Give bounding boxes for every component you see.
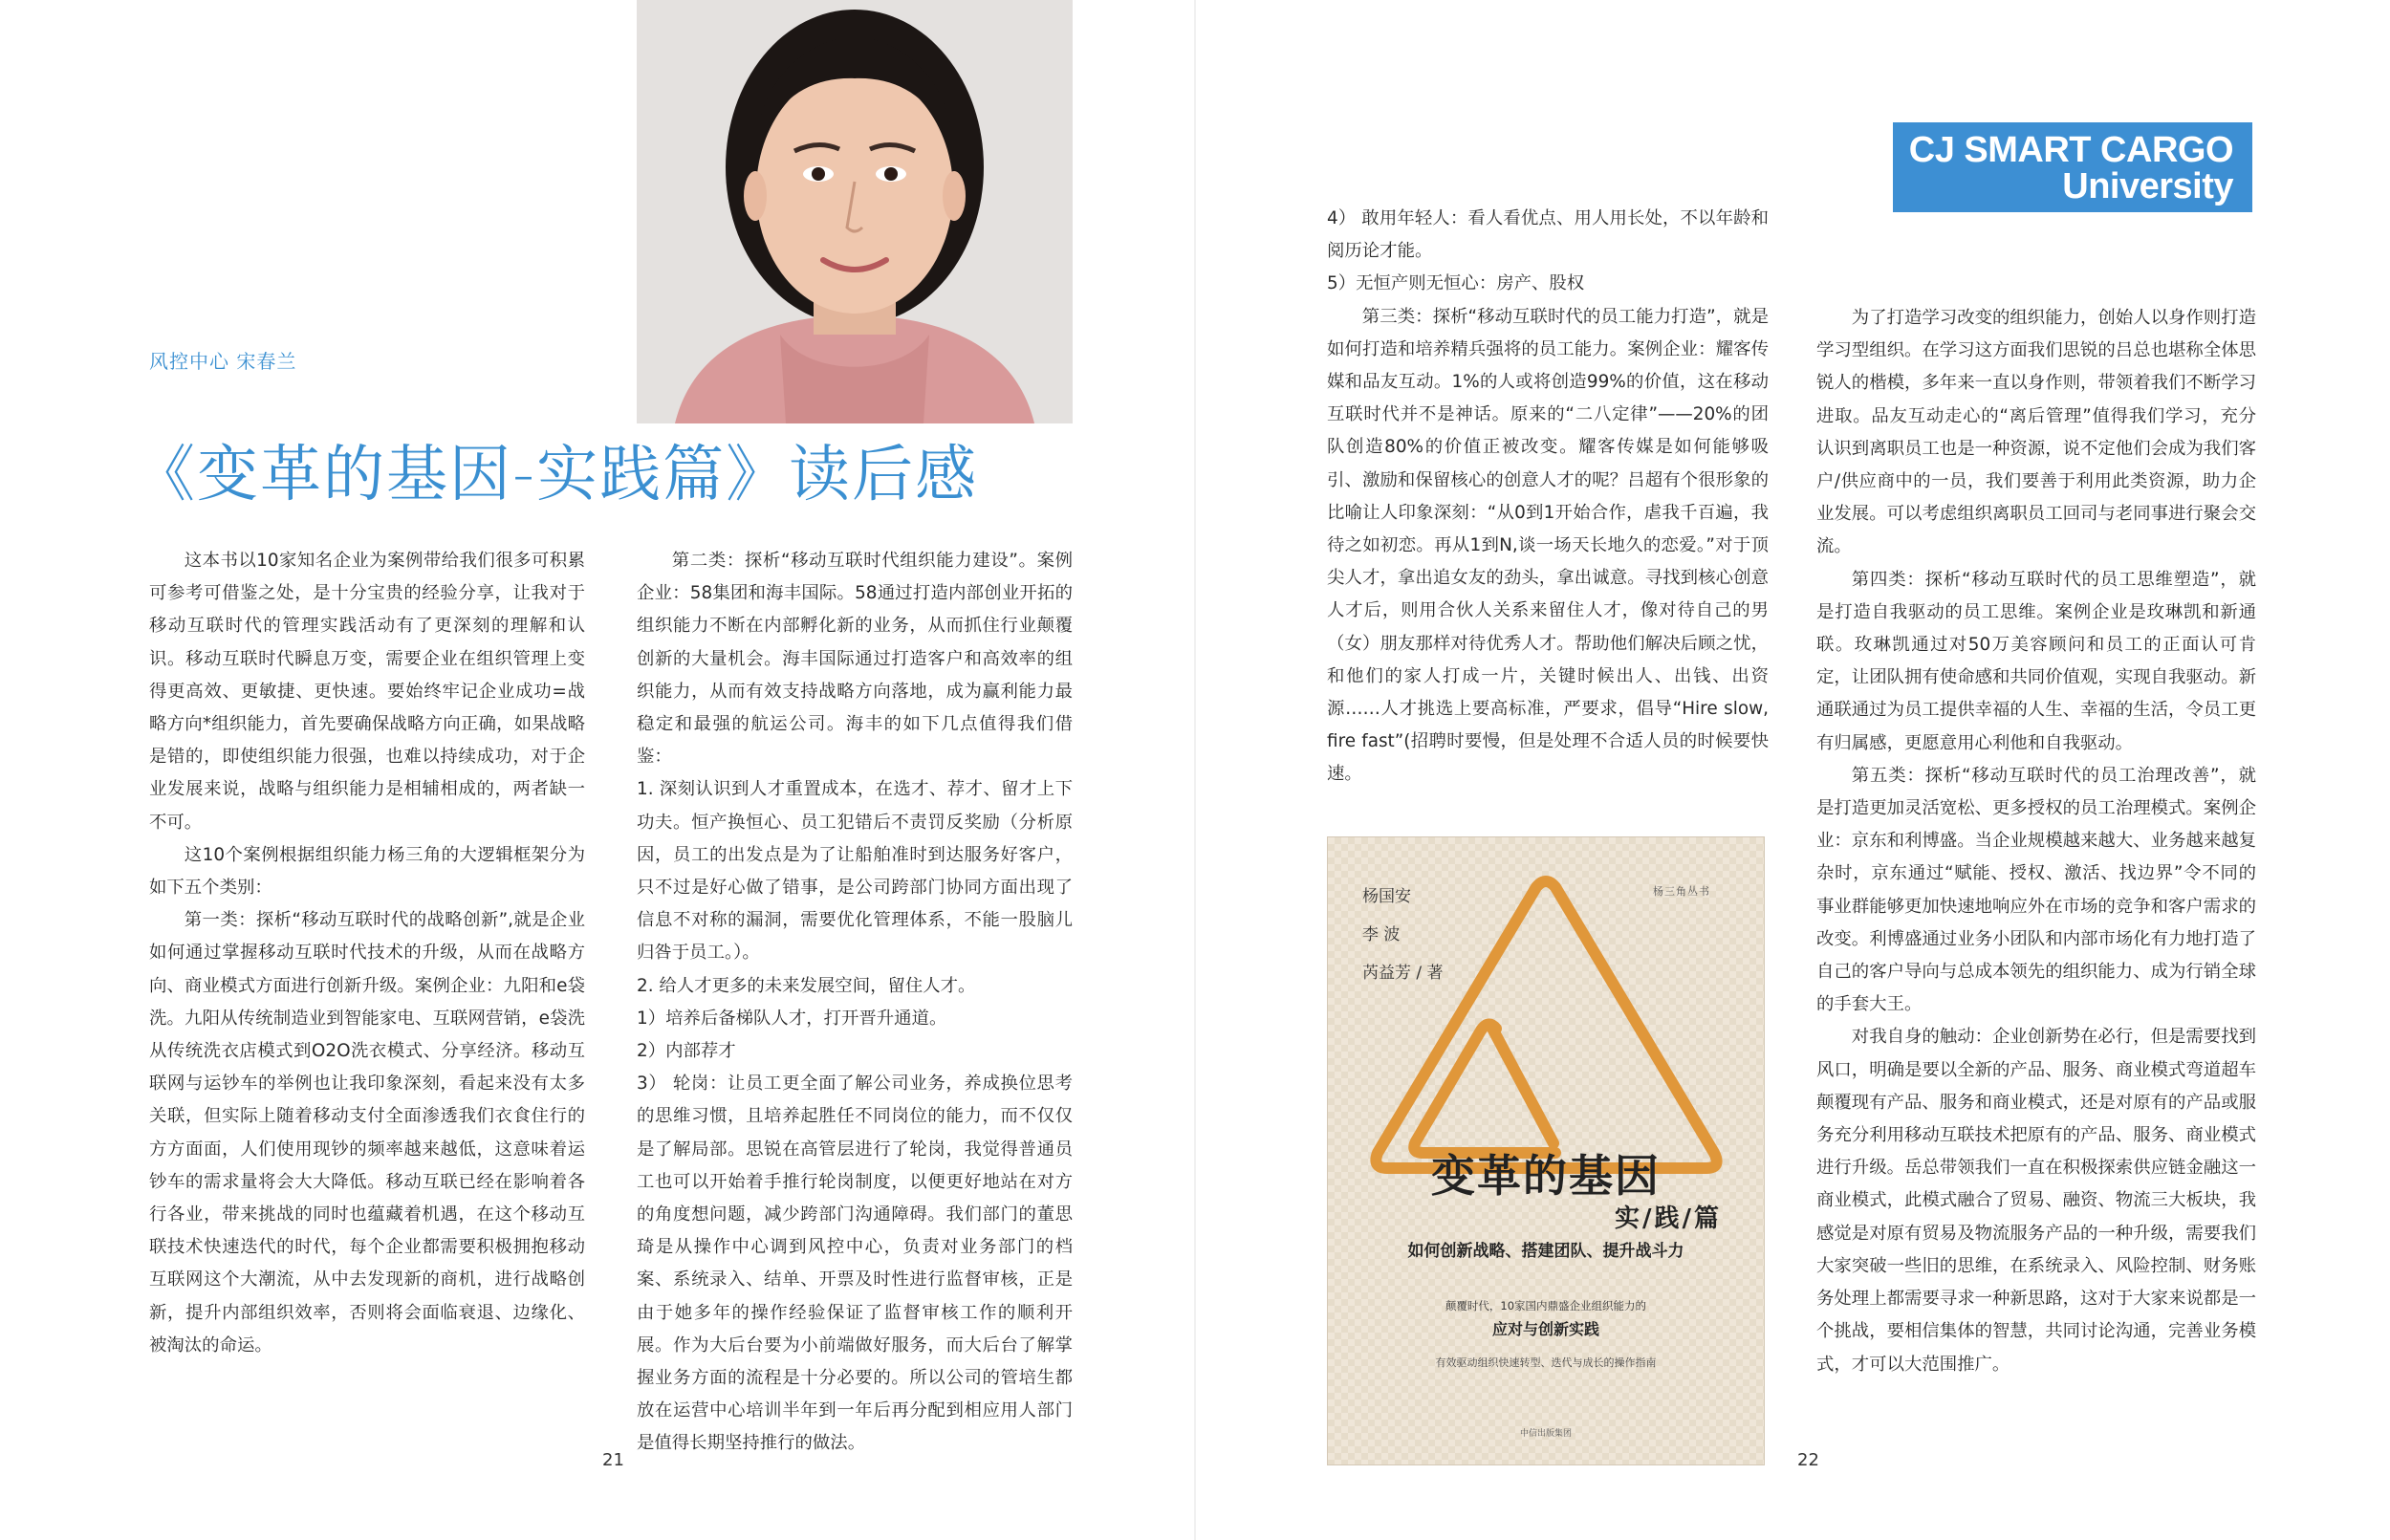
paragraph: 4） 敢用年轻人：看人看优点、用人用长处，不以年龄和阅历论才能。 xyxy=(1327,208,1769,262)
left-column-2 xyxy=(637,545,1073,1461)
paragraph: 为了打造学习改变的组织能力，创始人以身作则打造学习型组织。在学习这方面我们思锐的吕总也堪称全体思锐人的楷模，多年来一直以身作则，带领着我们不断学习进取。品友互动走心的“离后管理”值得我们学习，充分认识到离职员工也是一种资源，说不定他们会成为我们客户/供应商中的一员，我们要善于利用此类资源，助力企业发展。可以考虑组织离职员工回司与老同事进行聚会交流。 xyxy=(1816,308,2256,557)
book-blurb-small: 颠覆时代，10家国内鼎盛企业组织能力的 xyxy=(1445,1299,1647,1312)
paragraph: 2）内部荐才 xyxy=(637,1041,736,1062)
author-byline: 风控中心 宋春兰 xyxy=(149,350,297,373)
paragraph: 对我自身的触动：企业创新势在必行，但是需要找到风口，明确是要以全新的产品、服务、商业模式弯道超车颠覆现有产品、服务和商业模式，还是对原有的产品或服务充分利用移动互联技术把原有的产品、服务、商业模式进行升级。岳总带领我们一直在积极探索供应链金融这一商业模式，此模式融合了贸易、融资、物流三大板块，我感觉是对原有贸易及物流服务产品的一种升级，需要我们大家突破一些旧的思维，在系统录入、风险控制、财务账务处理上都需要寻求一种新思路，这对于大家来说都是一个挑战，要相信集体的智慧，共同讨论沟通，完善业务模式，才可以大范围推广。 xyxy=(1816,1027,2256,1375)
paragraph: 这本书以10家知名企业为案例带给我们很多可积累可参考可借鉴之处，是十分宝贵的经验分享，让我对于移动互联时代的管理实践活动有了更深刻的理解和认识。移动互联时代瞬息万变，需要企业在组织管理上变得更高效、更敏捷、更快速。要始终牢记企业成功=战略方向*组织能力，首先要确保战略方向正确，如果战略是错的，即使组织能力很强，也难以持续成功，对于企业发展来说，战略与组织能力是相辅相成的，两者缺一不可。 xyxy=(149,551,585,833)
book-publisher: 中信出版集团 xyxy=(1519,1429,1572,1439)
page-number-left: 21 xyxy=(602,1450,624,1470)
author-portrait xyxy=(637,0,1073,423)
book-blurb-note: 有效驱动组织快速转型、迭代与成长的操作指南 xyxy=(1435,1356,1657,1369)
paragraph: 第四类：探析“移动互联时代的员工思维塑造”，就是打造自我驱动的员工思维。案例企业是玫琳凯和新通联。玫琳凯通过对50万美容顾问和员工的正面认可肯定，让团队拥有使命感和共同价值观，实现自我驱动。新通联通过为员工提供幸福的人生、幸福的生活，令员工更有归属感，更愿意用心利他和自我驱动。 xyxy=(1816,569,2256,753)
book-title: 变革的基因 xyxy=(1431,1150,1661,1202)
book-author: 李 波 xyxy=(1362,925,1401,944)
right-column-2 xyxy=(1816,302,2256,1381)
book-cover xyxy=(1327,836,1765,1465)
book-blurb-bold: 应对与创新实践 xyxy=(1491,1320,1599,1338)
book-authors xyxy=(1362,878,1444,992)
brand-label xyxy=(1893,122,2252,212)
brand-line-1: CJ SMART CARGO xyxy=(1908,130,2233,170)
paragraph: 这10个案例根据组织能力杨三角的大逻辑框架分为如下五个类别： xyxy=(149,844,585,899)
book-subtitle: 实/践/篇 xyxy=(1615,1204,1722,1233)
book-series: 杨三角丛书 xyxy=(1653,885,1710,898)
paragraph: 1. 深刻认识到人才重置成本，在选才、荐才、留才上下功夫。恒产换恒心、员工犯错后不责罚反奖励（分析原因，员工的出发点是为了让船舶准时到达服务好客户，只不过是好心做了错事，是公司跨部门协同方面出现了信息不对称的漏洞，需要优化管理体系，不能一股脑儿归咎于员工。）。 xyxy=(637,779,1073,964)
paragraph: 第一类：探析“移动互联时代的战略创新”,就是企业如何通过掌握移动互联时代技术的升级，从而在战略方向、商业模式方面进行创新升级。案例企业：九阳和e袋洗。九阳从传统制造业到智能家电、互联网营销，e袋洗从传统洗衣店模式到O2O洗衣模式、分享经济。移动互联网与运钞车的举例也让我印象深刻，看起来没有太多关联，但实际上随着移动支付全面渗透我们衣食住行的方方面面，人们使用现钞的频率越来越低，这意味着运钞车的需求量将会大大降低。移动互联已经在影响着各行各业，带来挑战的同时也蕴藏着机遇，在这个移动互联技术快速迭代的时代，每个企业都需要积极拥抱移动互联网这个大潮流，从中去发现新的商机，进行战略创新，提升内部组织效率，否则将会面临衰退、边缘化、被淘汰的命运。 xyxy=(149,910,585,1356)
spread-gutter xyxy=(1194,0,1196,1540)
paragraph: 第二类：探析“移动互联时代组织能力建设”。案例企业：58集团和海丰国际。58通过打造内部创业开拓的组织能力不断在内部孵化新的业务，从而抓住行业颠覆创新的大量机会。海丰国际通过打造客户和高效率的组织能力，从而有效支持战略方向落地，成为赢利能力最稳定和最强的航运公司。海丰的如下几点值得我们借鉴： xyxy=(637,551,1073,768)
paragraph: 1）培养后备梯队人才，打开晋升通道。 xyxy=(637,1008,947,1029)
left-column-1 xyxy=(149,545,585,1362)
paragraph: 3） 轮岗：让员工更全面了解公司业务，养成换位思考的思维习惯，且培养起胜任不同岗位的能力，而不仅仅是了解局部。思锐在高管层进行了轮岗，我觉得普通员工也可以开始着手推行轮岗制度，以便更好地站在对方的角度想问题，减少跨部门沟通障碍。我们部门的董思琦是从操作中心调到风控中心，负责对业务部门的档案、系统录入、结单、开票及时性进行监督审核，正是由于她多年的操作经验保证了监督审核工作的顺利开展。作为大后台要为小前端做好服务，而大后台了解掌握业务方面的流程是十分必要的。所以公司的管培生都放在运营中心培训半年到一年后再分配到相应用人部门是值得长期坚持推行的做法。 xyxy=(637,1074,1073,1454)
paragraph: 2. 给人才更多的未来发展空间，留住人才。 xyxy=(637,975,976,996)
page-number-right: 22 xyxy=(1797,1450,1819,1470)
book-author: 芮益芳 / 著 xyxy=(1362,964,1444,983)
paragraph: 第三类：探析“移动互联时代的员工能力打造”，就是如何打造和培养精兵强将的员工能力。案例企业：耀客传媒和品友互动。1%的人或将创造99%的价值，这在移动互联时代并不是神话。原来的“二八定律”——20%的团队创造80%的价值正被改变。耀客传媒是如何能够吸引、激励和保留核心的创意人才的呢？吕超有个很形象的比喻让人印象深刻：“从0到1开始合作，虐我千百遍，我待之如初恋。再从1到N,谈一场天长地久的恋爱。”对于顶尖人才，拿出追女友的劲头，拿出诚意。寻找到核心创意人才后，则用合伙人关系来留住人才，像对待自己的男（女）朋友那样对待优秀人才。帮助他们解决后顾之忧，和他们的家人打成一片，关键时候出人、出钱、出资源……人才挑选上要高标准，严要求，倡导“Hire slow, fire fast”(招聘时要慢，但是处理不合适人员的时候要快速。 xyxy=(1327,306,1769,785)
paragraph: 5）无恒产则无恒心：房产、股权 xyxy=(1327,273,1585,294)
right-column-1 xyxy=(1327,203,1769,792)
book-tagline: 如何创新战略、搭建团队、提升战斗力 xyxy=(1407,1242,1684,1261)
brand-line-2: University xyxy=(2062,166,2233,206)
book-author: 杨国安 xyxy=(1362,887,1411,906)
paragraph: 第五类：探析“移动互联时代的员工治理改善”，就是打造更加灵活宽松、更多授权的员工治理模式。案例企业：京东和利博盛。当企业规模越来越大、业务越来越复杂时，京东通过“赋能、授权、激活、找边界”令不同的事业群能够更加快速地响应外在市场的竞争和客户需求的改变。利博盛通过业务小团队和内部市场化有力地打造了自己的客户导向与总成本领先的组织能力、成为行销全球的手套大王。 xyxy=(1816,765,2256,1015)
article-title: 《变革的基因-实践篇》读后感 xyxy=(134,440,979,510)
